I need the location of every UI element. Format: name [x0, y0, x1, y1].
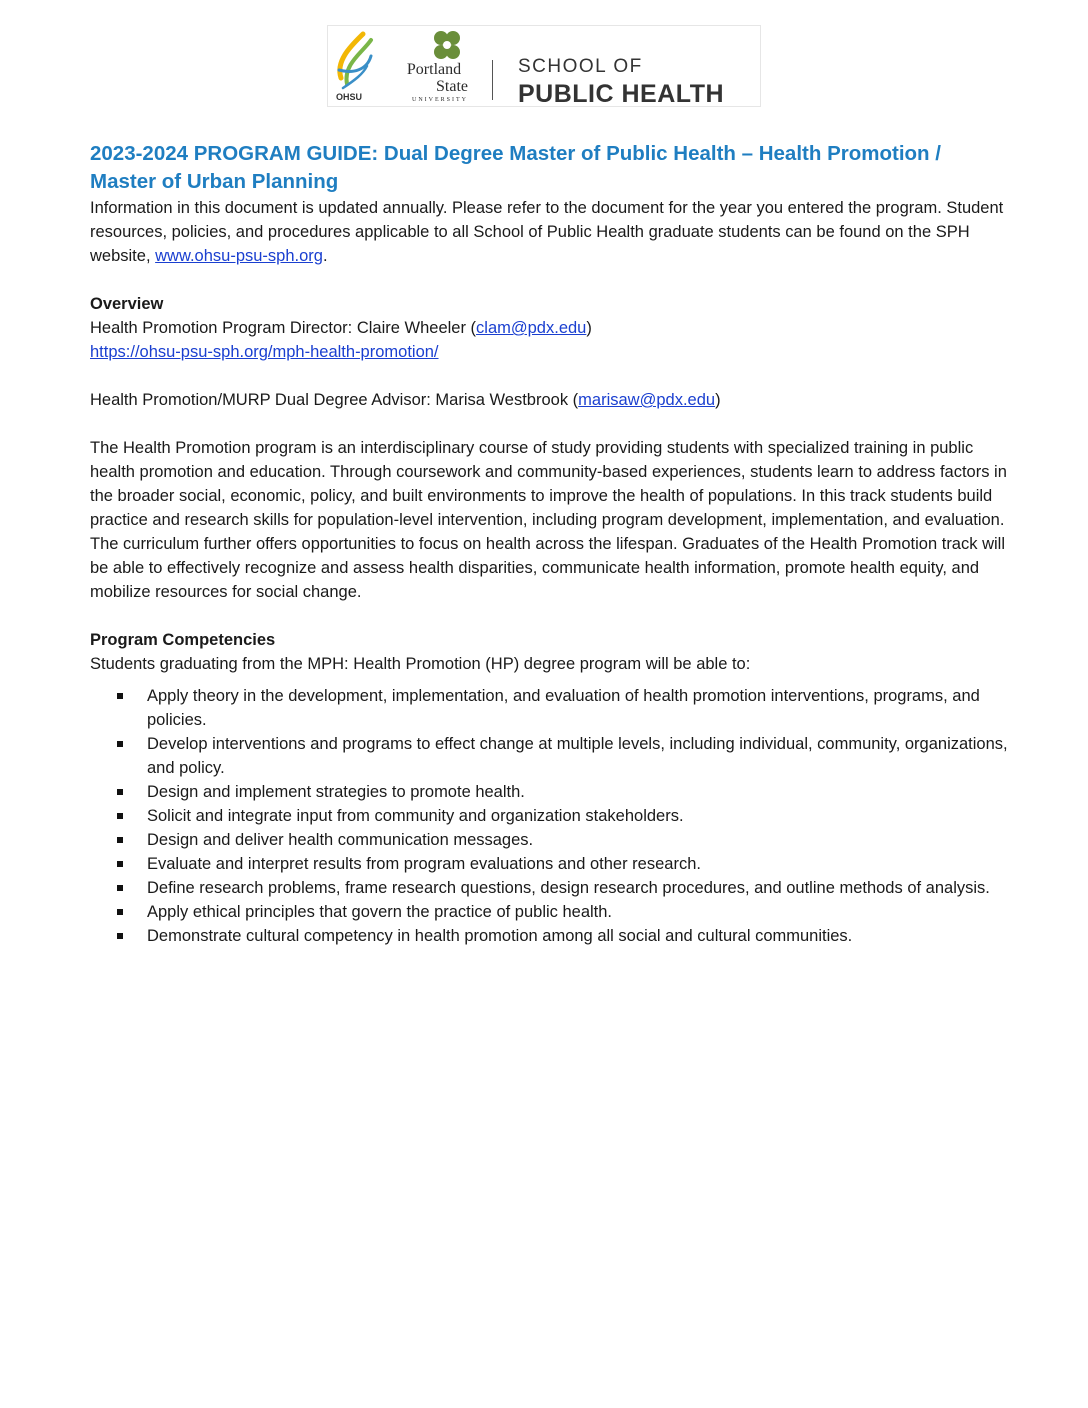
competencies-heading: Program Competencies	[90, 631, 276, 649]
spacer	[90, 412, 1010, 436]
list-item: Apply theory in the development, implementation, and evaluation of health promotion interventions, programs, and policies.	[90, 684, 1010, 732]
school-name-line2: PUBLIC HEALTH	[518, 80, 725, 108]
director-prefix: Health Promotion Program Director: Claire Wheeler (	[90, 319, 477, 337]
list-item: Develop interventions and programs to effect change at multiple levels, including individual, community, organizations, and policy.	[90, 732, 1010, 780]
intro-text: Information in this document is updated annually. Please refer to the document for the year you entered the program. Student resources, policies, and procedures applicable to all School of Public Health graduate students can be found on the SPH website,	[90, 199, 1004, 265]
list-item: Demonstrate cultural competency in health promotion among all social and cultural communities.	[90, 924, 1010, 948]
psu-name-line2: State	[436, 78, 468, 95]
list-item: Apply ethical principles that govern the practice of public health.	[90, 900, 1010, 924]
director-line	[90, 316, 1010, 340]
overview-description: The Health Promotion program is an interdisciplinary course of study providing students with specialized training in public health promotion and education. Through coursework and community-based experiences, students learn to address factors in the broader social, economic, policy, and built environments to improve the health of populations. In this track students build practice and research skills for population-level intervention, including program development, implementation, and evaluation. The curriculum further offers opportunities to focus on health across the lifespan. Graduates of the Health Promotion track will be able to effectively recognize and assess health disparities, communicate health information, promote health equity, and mobilize resources for social change.	[90, 439, 1007, 601]
spacer	[90, 364, 1010, 388]
advisor-prefix: Health Promotion/MURP Dual Degree Advisor: Marisa Westbrook (	[90, 391, 579, 409]
psu-wordmark	[398, 62, 470, 103]
list-item: Design and deliver health communication messages.	[90, 828, 1010, 852]
ohsu-label: OHSU	[336, 92, 363, 102]
list-item: Solicit and integrate input from community and organization stakeholders.	[90, 804, 1010, 828]
director-email-link[interactable]: clam@pdx.edu	[476, 319, 587, 337]
sph-website-link[interactable]: www.ohsu-psu-sph.org	[155, 247, 323, 265]
director-suffix: )	[586, 319, 592, 337]
advisor-email-link[interactable]: marisaw@pdx.edu	[578, 391, 716, 409]
competencies-list	[90, 684, 1010, 948]
advisor-suffix: )	[715, 391, 721, 409]
psu-name-line3: UNIVERSITY	[412, 97, 468, 103]
logo-divider	[492, 60, 493, 100]
header-logo	[327, 25, 761, 107]
list-item: Define research problems, frame research questions, design research procedures, and outline methods of analysis.	[90, 876, 1010, 900]
psu-logo-icon	[428, 28, 466, 64]
program-url-line	[90, 340, 1010, 364]
advisor-line	[90, 388, 1010, 412]
list-item: Evaluate and interpret results from program evaluations and other research.	[90, 852, 1010, 876]
document-title: 2023-2024 PROGRAM GUIDE: Dual Degree Master of Public Health – Health Promotion / Master of Urban Planning	[90, 142, 941, 193]
competencies-intro: Students graduating from the MPH: Health Promotion (HP) degree program will be able to:	[90, 655, 751, 673]
overview-heading: Overview	[90, 295, 164, 313]
list-item: Design and implement strategies to promote health.	[90, 780, 1010, 804]
intro-paragraph	[90, 196, 1010, 268]
document-body	[90, 140, 1010, 948]
school-name-line1: SCHOOL OF	[518, 56, 643, 77]
program-url-link[interactable]: https://ohsu-psu-sph.org/mph-health-promotion/	[90, 343, 439, 361]
psu-name-line1: Portland	[406, 61, 462, 78]
intro-suffix: .	[322, 247, 328, 265]
